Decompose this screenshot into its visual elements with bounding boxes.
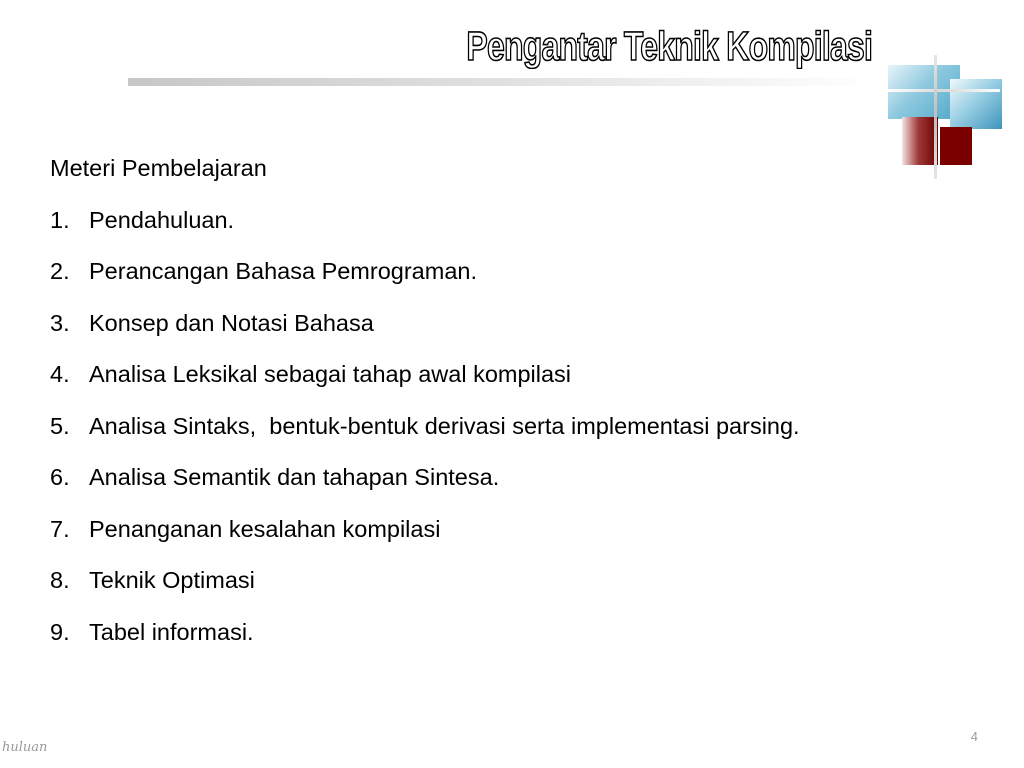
list-item-number: 2. <box>50 258 70 284</box>
list-item <box>50 195 990 247</box>
list-item-text: Analisa Leksikal sebagai tahap awal kompilasi <box>89 361 572 387</box>
list-item-number: 6. <box>50 464 70 490</box>
list-item-number: 5. <box>50 412 70 439</box>
footer-text: huluan <box>2 740 48 755</box>
title-underline <box>128 78 874 86</box>
decorative-horizontal-line <box>888 89 1000 92</box>
list-item <box>50 401 990 453</box>
slide-content <box>50 143 990 658</box>
blue-square-right <box>950 79 1002 129</box>
list-item-text: Pendahuluan. <box>89 206 235 233</box>
content-heading: Meteri Pembelajaran <box>50 155 267 181</box>
list-item-text: Teknik Optimasi <box>89 567 255 593</box>
list-item-text: Perancangan Bahasa Pemrograman. <box>89 258 477 284</box>
list-item-text: Analisa Semantik dan tahapan Sintesa. <box>89 464 500 490</box>
page-number: 4 <box>970 729 978 744</box>
list-item-text: Konsep dan Notasi Bahasa <box>89 309 374 336</box>
list-item-text: Tabel informasi. <box>89 618 254 645</box>
list-item <box>50 504 990 556</box>
list-item-number: 3. <box>50 309 70 336</box>
list-item-number: 9. <box>50 618 70 645</box>
list-item <box>50 246 990 298</box>
list-item-number: 4. <box>50 361 70 387</box>
list-item-text: Analisa Sintaks, bentuk-bentuk derivasi serta implementasi parsing. <box>89 412 800 439</box>
list-item-number: 1. <box>50 206 70 233</box>
list-item-number: 7. <box>50 515 70 542</box>
list-item <box>50 452 990 504</box>
slide-title: Pengantar Teknik Kompilasi <box>466 23 872 69</box>
list-item <box>50 607 990 659</box>
list-item <box>50 349 990 401</box>
list-item <box>50 555 990 607</box>
list-item-text: Penanganan kesalahan kompilasi <box>89 515 441 542</box>
list-item <box>50 298 990 350</box>
list-item-number: 8. <box>50 567 70 593</box>
